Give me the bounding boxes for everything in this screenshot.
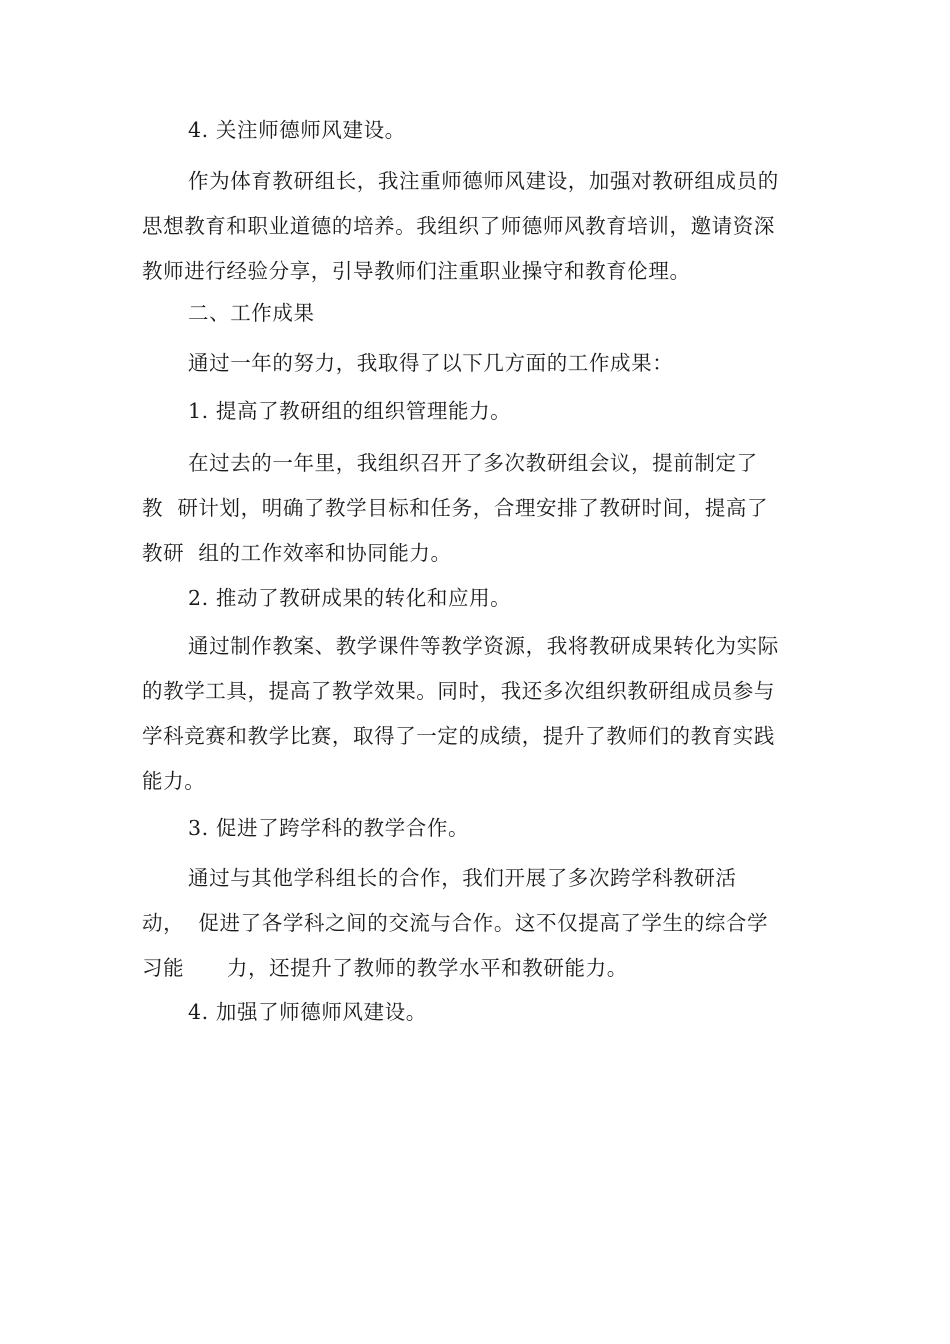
paragraph-line: 能力。	[142, 769, 206, 793]
paragraph-line: 教 研计划，明确了教学目标和任务，合理安排了教研时间，提高了	[142, 496, 769, 520]
section-heading-work-results: 二、工作成果	[188, 301, 315, 325]
paragraph-line: 在过去的一年里，我组织召开了多次教研组会议，提前制定了	[188, 451, 758, 475]
paragraph-line: 教师进行经验分享，引导教师们注重职业操守和教育伦理。	[142, 259, 691, 283]
paragraph-line: 作为体育教研组长，我注重师德师风建设，加强对教研组成员的	[188, 169, 779, 193]
paragraph-line: 通过与其他学科组长的合作，我们开展了多次跨学科教研活	[188, 866, 737, 890]
paragraph-line: 动， 促进了各学科之间的交流与合作。这不仅提高了学生的综合学	[142, 911, 769, 935]
list-heading-3: 3. 促进了跨学科的教学合作。	[188, 816, 470, 840]
paragraph-line: 思想教育和职业道德的培养。我组织了师德师风教育培训，邀请资深	[142, 214, 775, 238]
paragraph-line: 通过一年的努力，我取得了以下几方面的工作成果：	[188, 351, 674, 375]
list-heading-4-ethics-focus: 4. 关注师德师风建设。	[188, 118, 406, 142]
paragraph-line: 通过制作教案、教学课件等教学资源，我将教研成果转化为实际	[188, 634, 779, 658]
list-heading-4-ethics-strengthened: 4. 加强了师德师风建设。	[188, 1000, 427, 1024]
list-heading-2: 2. 推动了教研成果的转化和应用。	[188, 586, 512, 610]
paragraph-line: 教研 组的工作效率和协同能力。	[142, 541, 452, 565]
paragraph-line: 学科竞赛和教学比赛，取得了一定的成绩，提升了教师们的教育实践	[142, 724, 775, 748]
paragraph-line: 习能 力，还提升了教师的教学水平和教研能力。	[142, 956, 628, 980]
paragraph-line: 的教学工具，提高了教学效果。同时，我还多次组织教研组成员参与	[142, 679, 775, 703]
list-heading-1: 1. 提高了教研组的组织管理能力。	[188, 399, 512, 423]
